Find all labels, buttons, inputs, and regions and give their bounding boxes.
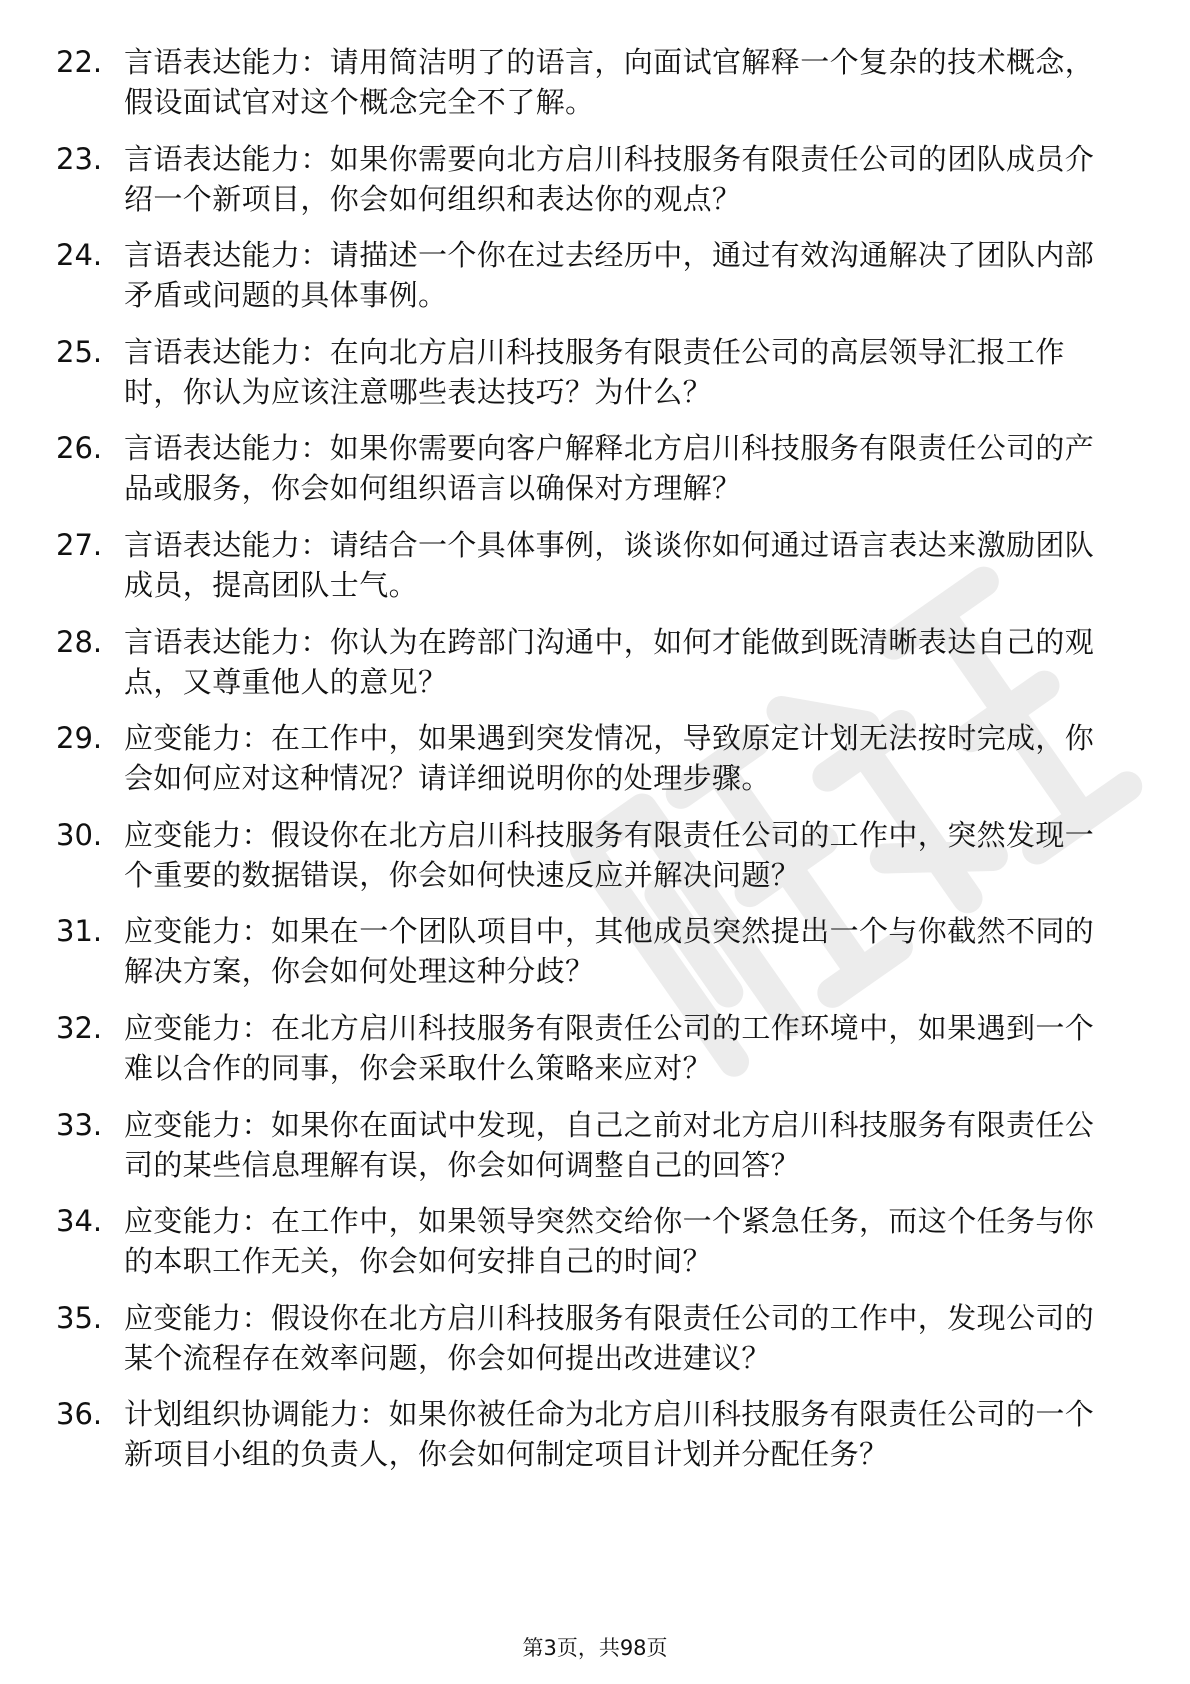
question-item <box>0 42 1190 122</box>
question-item <box>0 139 1190 219</box>
question-text: 应变能力：如果在一个团队项目中，其他成员突然提出一个与你截然不同的解决方案，你会如何处理这种分歧？ <box>124 914 1095 989</box>
question-text: 应变能力：假设你在北方启川科技服务有限责任公司的工作中，突然发现一个重要的数据错误，你会如何快速反应并解决问题？ <box>124 817 1095 892</box>
question-text: 应变能力：在工作中，如果遇到突发情况，导致原定计划无法按时完成，你会如何应对这种情况？请详细说明你的处理步骤。 <box>124 721 1095 796</box>
question-number: 25. <box>56 334 103 369</box>
question-text: 言语表达能力：在向北方启川科技服务有限责任公司的高层领导汇报工作时，你认为应该注意哪些表达技巧？为什么？ <box>124 334 1065 409</box>
question-item <box>0 332 1190 412</box>
question-number: 31. <box>56 914 103 949</box>
question-item <box>0 815 1190 895</box>
question-number: 27. <box>56 527 103 562</box>
question-text: 言语表达能力：你认为在跨部门沟通中，如何才能做到既清晰表达自己的观点，又尊重他人的意见？ <box>124 624 1095 699</box>
question-text: 言语表达能力：请用简洁明了的语言，向面试官解释一个复杂的技术概念，假设面试官对这个概念完全不了解。 <box>124 45 1095 119</box>
question-number: 28. <box>56 624 103 659</box>
question-number: 36. <box>56 1397 103 1432</box>
question-number: 26. <box>56 431 103 466</box>
question-item <box>0 1105 1190 1185</box>
question-item <box>0 911 1190 991</box>
question-text: 言语表达能力：如果你需要向北方启川科技服务有限责任公司的团队成员介绍一个新项目，你会如何组织和表达你的观点？ <box>124 141 1095 216</box>
question-text: 言语表达能力：如果你需要向客户解释北方启川科技服务有限责任公司的产品或服务，你会如何组织语言以确保对方理解？ <box>124 431 1095 506</box>
question-number: 30. <box>56 817 103 852</box>
question-text: 言语表达能力：请描述一个你在过去经历中，通过有效沟通解决了团队内部矛盾或问题的具体事例。 <box>124 238 1095 313</box>
question-number: 24. <box>56 238 103 273</box>
question-text: 应变能力：如果你在面试中发现，自己之前对北方启川科技服务有限责任公司的某些信息理解有误，你会如何调整自己的回答？ <box>124 1107 1095 1182</box>
question-number: 35. <box>56 1300 103 1335</box>
question-item <box>0 1201 1190 1281</box>
question-number: 33. <box>56 1107 103 1142</box>
question-number: 32. <box>56 1010 103 1045</box>
question-number: 29. <box>56 721 103 756</box>
question-number: 34. <box>56 1204 103 1239</box>
question-text: 言语表达能力：请结合一个具体事例，谈谈你如何通过语言表达来激励团队成员，提高团队士气。 <box>124 527 1095 602</box>
question-item <box>0 428 1190 508</box>
question-list <box>0 42 1190 1491</box>
question-item <box>0 622 1190 702</box>
question-text: 应变能力：在工作中，如果领导突然交给你一个紧急任务，而这个任务与你的本职工作无关，你会如何安排自己的时间？ <box>124 1204 1095 1279</box>
question-text: 应变能力：在北方启川科技服务有限责任公司的工作环境中，如果遇到一个难以合作的同事，你会采取什么策略来应对？ <box>124 1010 1095 1085</box>
question-item <box>0 1394 1190 1474</box>
question-item <box>0 235 1190 315</box>
question-item <box>0 1008 1190 1088</box>
question-item <box>0 525 1190 605</box>
question-number: 23. <box>56 141 103 176</box>
page-footer: 第3页，共98页 <box>522 1636 668 1660</box>
question-number: 22. <box>56 45 103 79</box>
question-text: 计划组织协调能力：如果你被任命为北方启川科技服务有限责任公司的一个新项目小组的负责人，你会如何制定项目计划并分配任务？ <box>124 1397 1095 1472</box>
question-text: 应变能力：假设你在北方启川科技服务有限责任公司的工作中，发现公司的某个流程存在效率问题，你会如何提出改进建议？ <box>124 1300 1095 1375</box>
question-item <box>0 718 1190 798</box>
question-item <box>0 1298 1190 1378</box>
